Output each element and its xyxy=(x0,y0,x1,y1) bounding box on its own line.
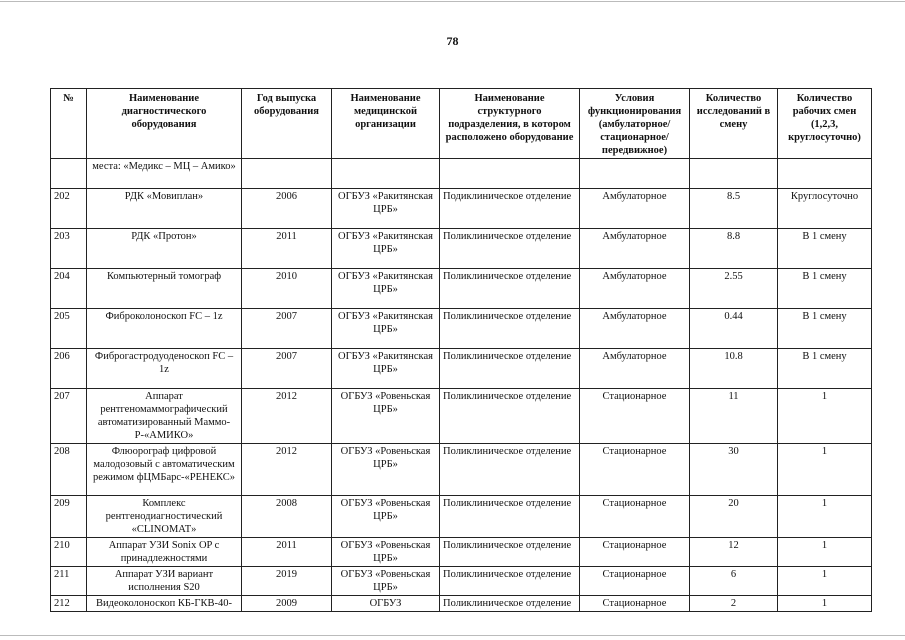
cell-shifts: 1 xyxy=(778,538,872,567)
cell-dept: Поликлиническое отделение xyxy=(440,309,580,349)
table-row xyxy=(51,596,872,612)
cell-conditions: Амбулаторное xyxy=(580,229,690,269)
cell-shifts: В 1 смену xyxy=(778,309,872,349)
cell-num: 202 xyxy=(51,189,87,229)
cell-conditions: Стационарное xyxy=(580,538,690,567)
cell-year: 2006 xyxy=(242,189,332,229)
cell-equipment: Видеоколоноскоп КБ-ГКВ-40- xyxy=(87,596,242,612)
cell-equipment: РДК «Мовиплан» xyxy=(87,189,242,229)
cell-conditions: Стационарное xyxy=(580,389,690,444)
table-row xyxy=(51,496,872,538)
cell-conditions: Стационарное xyxy=(580,496,690,538)
cell-shifts: 1 xyxy=(778,389,872,444)
cell-dept: Поликлиническое отделение xyxy=(440,596,580,612)
cell-year: 2010 xyxy=(242,269,332,309)
cell-org: ОГБУЗ «Ровеньская ЦРБ» xyxy=(332,389,440,444)
cell-conditions: Стационарное xyxy=(580,567,690,596)
table-row xyxy=(51,269,872,309)
scan-edge-top xyxy=(0,1,905,2)
cell-dept: Поликлиническое отделение xyxy=(440,389,580,444)
cell-num: 206 xyxy=(51,349,87,389)
cell-shifts: 1 xyxy=(778,444,872,496)
cell-conditions: Амбулаторное xyxy=(580,349,690,389)
cell-year: 2007 xyxy=(242,309,332,349)
cell-year: 2007 xyxy=(242,349,332,389)
cell-year: 2011 xyxy=(242,538,332,567)
cell-equipment: Аппарат УЗИ Sonix OP с принадлежностями xyxy=(87,538,242,567)
cell-equipment: Фиброгастродуоденоскоп FC – 1z xyxy=(87,349,242,389)
cell-num: 204 xyxy=(51,269,87,309)
header-num: № xyxy=(51,89,87,159)
equipment-table xyxy=(50,88,872,612)
header-equipment: Наименование диагностического оборудования xyxy=(87,89,242,159)
cell-shifts: 1 xyxy=(778,496,872,538)
cell-org: ОГБУЗ «Ракитянская ЦРБ» xyxy=(332,189,440,229)
page-number: 78 xyxy=(446,34,459,48)
cell-equipment: Аппарат рентгеномаммографический автоматизированный Маммо-Р-«АМИКО» xyxy=(87,389,242,444)
header-org: Наименование медицинской организации xyxy=(332,89,440,159)
cell-exams: 0.44 xyxy=(690,309,778,349)
cell-equipment: Фиброколоноскоп FC – 1z xyxy=(87,309,242,349)
cell-org: ОГБУЗ «Ракитянская ЦРБ» xyxy=(332,269,440,309)
cell-org: ОГБУЗ «Ровеньская ЦРБ» xyxy=(332,567,440,596)
cell-conditions: Амбулаторное xyxy=(580,269,690,309)
cell-dept: Поликлиническое отделение xyxy=(440,538,580,567)
cell-equipment: Флюорограф цифровой малодозовый с автоматическим режимом фЦМБарс-«РЕНЕКС» xyxy=(87,444,242,496)
table-row xyxy=(51,389,872,444)
table-row xyxy=(51,229,872,269)
header-shifts: Количество рабочих смен (1,2,3, круглосуточно) xyxy=(778,89,872,159)
scan-edge-bottom xyxy=(0,635,905,636)
table-row-continuation xyxy=(51,159,872,189)
cell-exams: 30 xyxy=(690,444,778,496)
cell-org: ОГБУЗ «Ровеньская ЦРБ» xyxy=(332,444,440,496)
cell-shifts: 1 xyxy=(778,596,872,612)
cell-conditions: Стационарное xyxy=(580,596,690,612)
cell-num: 211 xyxy=(51,567,87,596)
cell-exams: 2 xyxy=(690,596,778,612)
cell-org: ОГБУЗ «Ровеньская ЦРБ» xyxy=(332,496,440,538)
cell-year: 2011 xyxy=(242,229,332,269)
cell-equipment: Комплекс рентгенодиагностический «CLINOMAT» xyxy=(87,496,242,538)
cell-org: ОГБУЗ «Ракитянская ЦРБ» xyxy=(332,309,440,349)
table-row xyxy=(51,349,872,389)
cell-dept: Поликлиническое отделение xyxy=(440,496,580,538)
cell-dept: Поликлиническое отделение xyxy=(440,269,580,309)
cell-dept: Поликлиническое отделение xyxy=(440,349,580,389)
cell-num: 212 xyxy=(51,596,87,612)
table-row xyxy=(51,538,872,567)
cell-dept: Поликлиническое отделение xyxy=(440,229,580,269)
cell-num: 205 xyxy=(51,309,87,349)
cell-shifts: В 1 смену xyxy=(778,269,872,309)
continuation-text: места: «Медикс – МЦ – Амико» xyxy=(87,159,242,189)
table-row xyxy=(51,189,872,229)
cell-year: 2008 xyxy=(242,496,332,538)
table-header-row xyxy=(51,89,872,159)
cell-year: 2019 xyxy=(242,567,332,596)
header-year: Год выпуска оборудования xyxy=(242,89,332,159)
header-exams: Количество исследований в смену xyxy=(690,89,778,159)
cell-num: 203 xyxy=(51,229,87,269)
cell-num: 207 xyxy=(51,389,87,444)
cell-dept: Поликлиническое отделение xyxy=(440,567,580,596)
cell-conditions: Амбулаторное xyxy=(580,189,690,229)
header-dept: Наименование структурного подразделения, в котором расположено оборудование xyxy=(440,89,580,159)
cell-equipment: Компьютерный томограф xyxy=(87,269,242,309)
cell-shifts: В 1 смену xyxy=(778,229,872,269)
cell-exams: 20 xyxy=(690,496,778,538)
cell-dept: Поликлиническое отделение xyxy=(440,444,580,496)
cell-year: 2012 xyxy=(242,444,332,496)
cell-equipment: Аппарат УЗИ вариант исполнения S20 xyxy=(87,567,242,596)
cell-shifts: Круглосуточно xyxy=(778,189,872,229)
table-row xyxy=(51,309,872,349)
cell-dept: Подиклиническое отделение xyxy=(440,189,580,229)
header-conditions: Условия функционирования (амбулаторное/ стационарное/ передвижное) xyxy=(580,89,690,159)
cell-org: ОГБУЗ «Ровеньская ЦРБ» xyxy=(332,538,440,567)
cell-conditions: Стационарное xyxy=(580,444,690,496)
cell-year: 2012 xyxy=(242,389,332,444)
cell-exams: 11 xyxy=(690,389,778,444)
cell-exams: 8.8 xyxy=(690,229,778,269)
cell-exams: 2.55 xyxy=(690,269,778,309)
table-row xyxy=(51,444,872,496)
cell-exams: 6 xyxy=(690,567,778,596)
cell-org: ОГБУЗ xyxy=(332,596,440,612)
cell-exams: 10.8 xyxy=(690,349,778,389)
cell-num: 210 xyxy=(51,538,87,567)
cell-org: ОГБУЗ «Ракитянская ЦРБ» xyxy=(332,229,440,269)
cell-conditions: Амбулаторное xyxy=(580,309,690,349)
cell-num: 208 xyxy=(51,444,87,496)
cell-org: ОГБУЗ «Ракитянская ЦРБ» xyxy=(332,349,440,389)
cell-exams: 8.5 xyxy=(690,189,778,229)
cell-year: 2009 xyxy=(242,596,332,612)
cell-num: 209 xyxy=(51,496,87,538)
cell-exams: 12 xyxy=(690,538,778,567)
cell-shifts: В 1 смену xyxy=(778,349,872,389)
cell-equipment: РДК «Протон» xyxy=(87,229,242,269)
cell-shifts: 1 xyxy=(778,567,872,596)
table-row xyxy=(51,567,872,596)
